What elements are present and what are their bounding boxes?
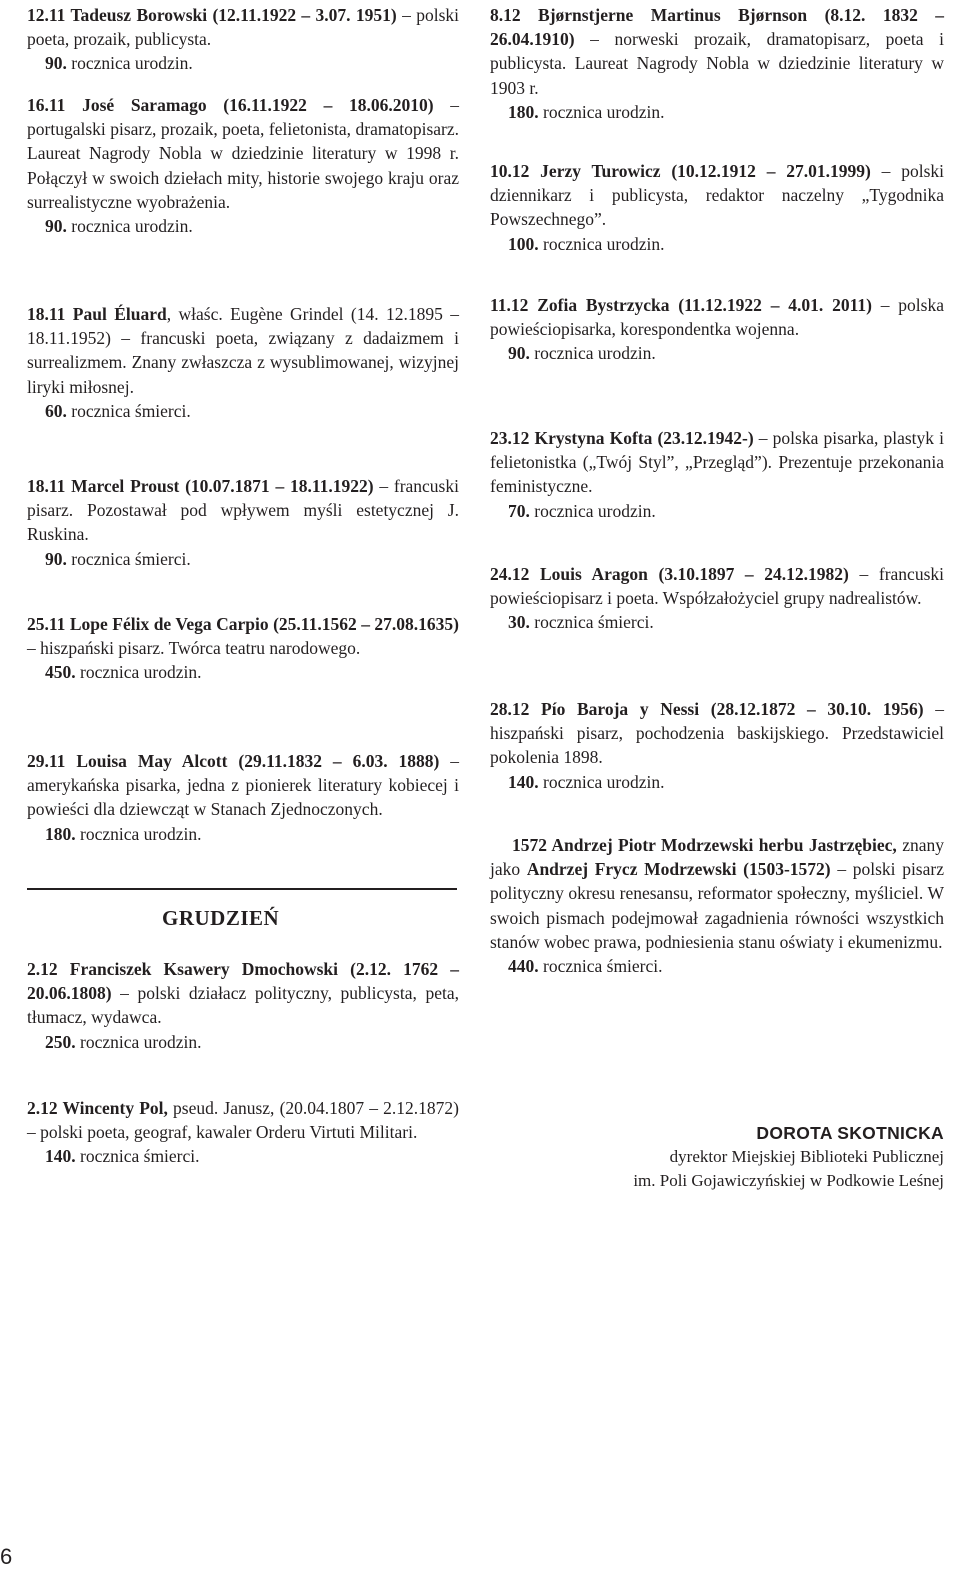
anniversary-text: rocznica śmierci. xyxy=(529,612,654,633)
entry-heading: 23.12 Krystyna Kofta (23.12.1942-) xyxy=(490,428,754,448)
anniversary-number: 440. xyxy=(508,956,539,977)
entry-heading: 18.11 Paul Éluard xyxy=(27,304,167,324)
entry-heading: 1572 Andrzej Piotr Modrzewski herbu Jastrzębiec, xyxy=(512,835,897,855)
entry-heading: 25.11 Lope Félix de Vega Carpio (25.11.1562 – 27.08.1635) xyxy=(27,614,459,634)
entry-text: – norweski prozaik, dramatopisarz, poeta i publicysta. Laureat Nagrody Nobla w dziedzinie literatury w 1903 r. xyxy=(490,29,944,98)
entry-text: – amerykańska pisarka, jedna z pionierek literatury kobiecej i powieści dla dziewcząt w Stanach Zjednoczonych. xyxy=(27,751,459,820)
anniversary-number: 450. xyxy=(45,662,76,683)
anniversary-text: rocznica urodzin. xyxy=(538,771,665,792)
entry-aragon xyxy=(490,562,944,635)
anniversary-text: rocznica śmierci. xyxy=(66,548,191,569)
entry-bystrzycka xyxy=(490,293,944,366)
entry-text: – polski dziennikarz i publicysta, redaktor naczelny „Tygodnika Powszechnego”. xyxy=(490,161,944,230)
anniversary-number: 90. xyxy=(45,216,67,237)
entry-heading: 18.11 Marcel Proust (10.07.1871 – 18.11.1922) xyxy=(27,476,374,496)
anniversary-text: rocznica urodzin. xyxy=(538,101,665,122)
entry-text: – polski poeta, prozaik, publicysta. xyxy=(27,5,459,50)
author-institution: im. Poli Gojawiczyńskiej w Podkowie Leśnej xyxy=(633,1171,944,1191)
anniversary-text: rocznica urodzin. xyxy=(75,1031,202,1052)
anniversary-text: rocznica śmierci. xyxy=(66,400,191,421)
anniversary-number: 140. xyxy=(45,1146,76,1167)
entry-saramago xyxy=(27,93,459,238)
anniversary-number: 100. xyxy=(508,233,539,254)
anniversary-number: 70. xyxy=(508,500,530,521)
anniversary-number: 90. xyxy=(508,343,530,364)
entry-heading: 2.12 Franciszek Ksawery Dmochowski (2.12. 1762 – 20.06.1808) xyxy=(27,959,459,1004)
entry-vega-carpio xyxy=(27,612,459,685)
month-heading: GRUDZIEŃ xyxy=(162,906,280,930)
entry-text: – polski pisarz polityczny okresu renesansu, reformator społeczny, myśliciel. W swoich pismach podejmował zagadnienia równości wszystkich stanów wobec prawa, podniesienia stanu oświaty i ekumenizmu. xyxy=(490,859,944,952)
entry-pol xyxy=(27,1096,459,1169)
entry-kofta xyxy=(490,426,944,523)
anniversary-text: rocznica śmierci. xyxy=(538,956,663,977)
entry-heading: 11.12 Zofia Bystrzycka (11.12.1922 – 4.01. 2011) xyxy=(490,295,872,315)
entry-heading: 12.11 Tadeusz Borowski (12.11.1922 – 3.07. 1951) xyxy=(27,5,397,25)
anniversary-number: 90. xyxy=(45,548,67,569)
entry-heading: 24.12 Louis Aragon (3.10.1897 – 24.12.1982) xyxy=(490,564,849,584)
entry-text: – hiszpański pisarz, pochodzenia baskijskiego. Przedstawiciel pokolenia 1898. xyxy=(490,699,945,768)
signature-block xyxy=(633,1121,944,1193)
entry-text-connector: znany jako xyxy=(490,835,944,880)
author-name: DOROTA SKOTNICKA xyxy=(756,1123,944,1143)
page-number: 6 xyxy=(0,1544,13,1569)
anniversary-number: 90. xyxy=(45,53,67,74)
entry-text: – polska pisarka, plastyk i felietonistka („Twój Styl”, „Przegląd”). Prezentuje przekonania feministyczne. xyxy=(490,428,944,497)
entry-heading: 16.11 José Saramago (16.11.1922 – 18.06.2010) xyxy=(27,95,434,115)
entry-bjornson xyxy=(490,3,944,124)
entry-text: pseud. Janusz, (20.04.1807 – 2.12.1872) – polski poeta, geograf, kawaler Orderu Virtuti Militari. xyxy=(27,1098,460,1143)
entry-text: , właśc. Eugène Grindel (14. 12.1895 – 18.11.1952) – francuski poeta, związany z dadaizmem i surrealizmem. Znany zwłaszcza z wysublimowanej, wizyjnej liryki miłosnej. xyxy=(27,304,459,397)
entry-proust xyxy=(27,474,459,571)
entry-text: – francuski pisarz. Pozostawał pod wpływem myśli estetycznej J. Ruskina. xyxy=(27,476,459,545)
entry-text: – francuski powieściopisarz i poeta. Współzałożyciel grupy nadrealistów. xyxy=(490,564,944,609)
section-divider xyxy=(27,888,457,890)
anniversary-number: 250. xyxy=(45,1031,76,1052)
anniversary-text: rocznica urodzin. xyxy=(75,662,202,683)
anniversary-text: rocznica urodzin. xyxy=(66,53,193,74)
anniversary-text: rocznica urodzin. xyxy=(529,500,656,521)
entry-text: – polska powieściopisarka, korespondentka wojenna. xyxy=(490,295,944,340)
anniversary-text: rocznica urodzin. xyxy=(538,233,665,254)
anniversary-text: rocznica urodzin. xyxy=(66,216,193,237)
entry-heading: 2.12 Wincenty Pol, xyxy=(27,1098,168,1118)
entry-turowicz xyxy=(490,159,944,256)
anniversary-text: rocznica urodzin. xyxy=(529,343,656,364)
anniversary-text: rocznica urodzin. xyxy=(75,823,202,844)
entry-text: – hiszpański pisarz. Twórca teatru narodowego. xyxy=(27,638,361,659)
author-title: dyrektor Miejskiej Biblioteki Publicznej xyxy=(669,1147,944,1167)
anniversary-number: 60. xyxy=(45,400,67,421)
entry-heading: 8.12 Bjørnstjerne Martinus Bjørnson (8.12. 1832 – 26.04.1910) xyxy=(490,5,944,50)
anniversary-number: 140. xyxy=(508,771,539,792)
entry-heading: 28.12 Pío Baroja y Nessi (28.12.1872 – 30.10. 1956) xyxy=(490,699,924,719)
entry-dmochowski xyxy=(27,957,459,1054)
anniversary-number: 180. xyxy=(45,823,76,844)
entry-baroja xyxy=(490,697,944,794)
entry-eluard xyxy=(27,302,459,423)
entry-alcott xyxy=(27,749,459,846)
entry-borowski xyxy=(27,3,459,76)
anniversary-number: 30. xyxy=(508,612,530,633)
entry-heading-alias: Andrzej Frycz Modrzewski (1503-1572) xyxy=(526,859,831,880)
entry-modrzewski xyxy=(490,833,944,978)
entry-text: – polski działacz polityczny, publicysta, peta, tłumacz, wydawca. xyxy=(27,983,459,1028)
anniversary-text: rocznica śmierci. xyxy=(75,1146,200,1167)
entry-heading: 10.12 Jerzy Turowicz (10.12.1912 – 27.01.1999) xyxy=(490,161,871,181)
entry-text: – portugalski pisarz, prozaik, poeta, felietonista, dramatopisarz. Laureat Nagrody Nobla w dziedzinie literatury w 1998 r. Połączył w swoich dziełach mity, historie swojego kraju oraz surrealistyczne wyobrażenia. xyxy=(27,95,459,212)
entry-heading: 29.11 Louisa May Alcott (29.11.1832 – 6.03. 1888) xyxy=(27,751,440,771)
anniversary-number: 180. xyxy=(508,101,539,122)
